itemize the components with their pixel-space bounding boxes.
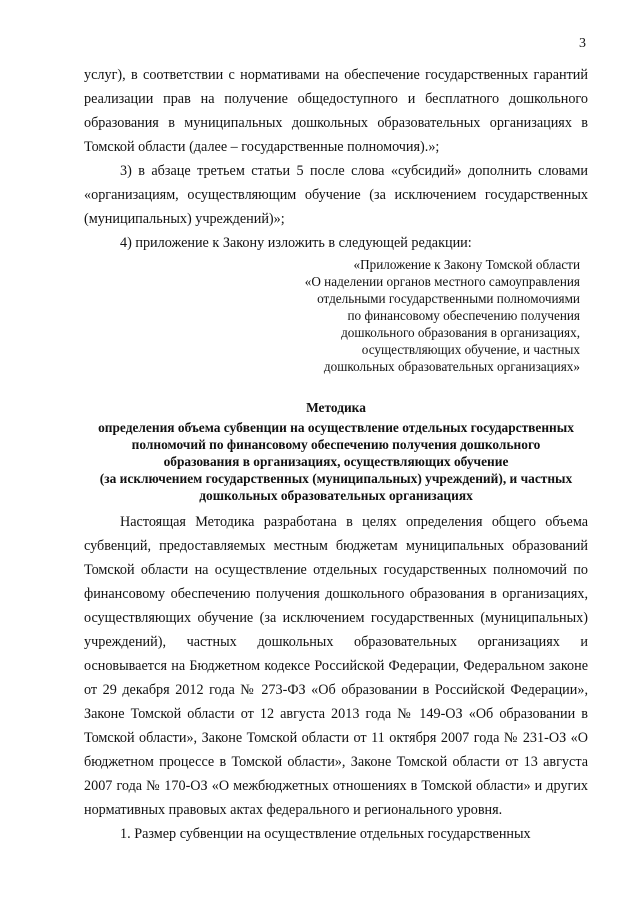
methodology-subtitle-line: полномочий по финансовому обеспечению получения дошкольного: [131, 437, 541, 452]
page-number: 3: [579, 36, 586, 51]
point-1-text: 1. Размер субвенции на осуществление отдельных государственных: [120, 826, 531, 842]
appendix-header-line: по финансовому обеспечению получения: [347, 308, 580, 323]
methodology-subtitle-line: определения объема субвенции на осуществление отдельных государственных: [98, 420, 574, 435]
methodology-title: Методика: [306, 400, 366, 415]
amendment-item-3-text: 3) в абзаце третьем статьи 5 после слова «субсидий» дополнить словами «организациям, осуществляющим обучение (за исключением государственных (муниципальных) учреждений)»;: [84, 163, 588, 227]
appendix-header: [160, 256, 580, 375]
appendix-header-line: «О наделении органов местного самоуправления: [304, 274, 580, 289]
methodology-subtitle-line: дошкольных образовательных организациях: [199, 488, 473, 503]
paragraph-continuation: [84, 63, 588, 159]
paragraph-continuation-text: услуг), в соответствии с нормативами на обеспечение государственных гарантий реализации прав на получение общедоступного и бесплатного дошкольного образования в муниципальных дошкольных образовательных организациях в Томской области (далее – государственные полномочия).»;: [84, 67, 588, 155]
appendix-header-line: осуществляющих обучение, и частных: [361, 342, 580, 357]
amendment-item-4: [84, 231, 588, 255]
methodology-subtitle: [84, 419, 588, 504]
appendix-header-line: дошкольных образовательных организациях»: [323, 359, 580, 374]
methodology-subtitle-line: образования в организациях, осуществляющих обучение: [163, 454, 509, 469]
amendment-item-4-text: 4) приложение к Закону изложить в следующей редакции:: [120, 235, 472, 251]
intro-paragraph: [84, 510, 588, 822]
appendix-header-line: отдельными государственными полномочиями: [317, 291, 580, 306]
point-1: [84, 822, 588, 846]
methodology-subtitle-line: (за исключением государственных (муниципальных) учреждений), и частных: [99, 471, 573, 486]
intro-paragraph-text: Настоящая Методика разработана в целях определения общего объема субвенций, предоставляемых местным бюджетам муниципальных образований Томской области на осуществление отдельных государственных полномочий по финансовому обеспечению получения дошкольного образования в организациях, осуществляющих обучение (за исключением государственных (муниципальных) учреждений), частных дошкольных образовательных организациях и основывается на Бюджетном кодексе Российской Федерации, Федеральном законе от 29 декабря 2012 года № 273-ФЗ «Об образовании в Российской Федерации», Законе Томской области от 12 августа 2013 года № 149-ОЗ «Об образовании в Томской области», Законе Томской области от 11 октября 2007 года № 231-ОЗ «О бюджетном процессе в Томской области», Законе Томской области от 13 августа 2007 года № 170-ОЗ «О межбюджетных отношениях в Томской области» и других нормативных правовых актах федерального и регионального уровня.: [84, 514, 588, 818]
appendix-header-line: дошкольного образования в организациях,: [341, 325, 580, 340]
amendment-item-3: [84, 159, 588, 231]
appendix-header-line: «Приложение к Закону Томской области: [353, 257, 580, 272]
